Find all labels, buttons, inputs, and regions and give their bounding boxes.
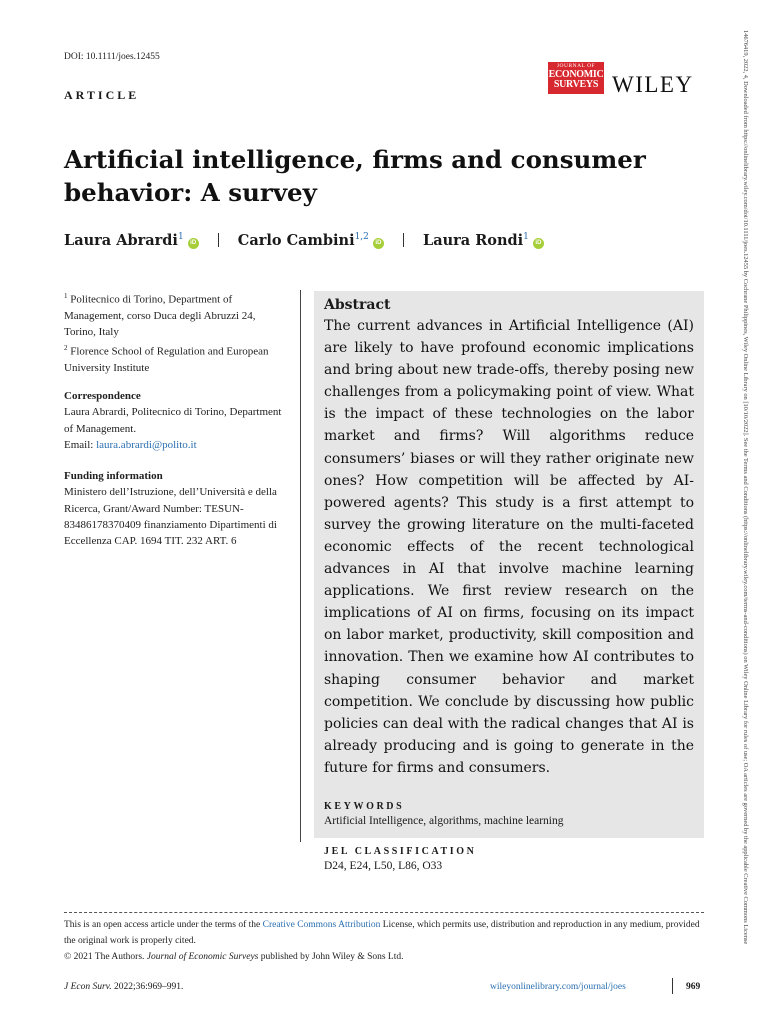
affiliation-2: [64, 340, 286, 376]
author-separator: [218, 233, 219, 247]
creative-commons-link[interactable]: Creative Commons Attribution: [262, 920, 381, 930]
journal-logo-line3: SURVEYS: [553, 78, 599, 90]
citation-journal: J Econ Surv.: [64, 982, 112, 992]
article-title: Artificial intelligence, firms and consumer behavior: A survey: [64, 145, 646, 207]
copyright-journal: Journal of Economic Surveys: [146, 952, 259, 962]
affiliation-number: 1: [64, 292, 68, 300]
email-link[interactable]: laura.abrardi@polito.it: [96, 438, 197, 451]
abstract-text: The current advances in Artificial Intelligence (AI) are likely to have profound economic implications and bring about new trade-offs, thereby posing new challenges from a policymaking point of view. What is the impact of these technologies on the labor market and firms? Will algorithms reduce consumers’ biases or will they rather originate new ones? How competition will be affected by AI-powered agents? This study is a first attempt to survey the growing literature on the multi-faceted economic effects of the recent technological advances in AI that involve machine learning applications. We first review research on the implications of AI on firms, focusing on its impact on labor market, productivity, skill composition and innovation. Then we examine how AI contributes to shaping consumer behavior and market competition. We conclude by discussing how public policies can deal with the radical changes that AI is already producing and is going to generate in the future for firms and consumers.: [324, 318, 694, 776]
author-affil: 1: [177, 232, 184, 243]
author-name[interactable]: Laura Rondi: [423, 232, 524, 249]
funding-text: Ministero dell’Istruzione, dell’Università e della Ricerca, Grant/Award Number: TESUN- 83486178370409 finanziamento Dipartimenti di Eccellenza CAP. 1694 TIT. 232 ART. 6: [64, 486, 277, 548]
orcid-icon[interactable]: iD: [533, 238, 544, 249]
abstract-box: [314, 291, 704, 872]
citation-volume: 2022;36:969–991.: [111, 982, 184, 992]
citation: [64, 982, 183, 992]
copyright-start: © 2021 The Authors.: [64, 952, 147, 962]
correspondence-text: Laura Abrardi, Politecnico di Torino, Department of Management.: [64, 406, 282, 435]
license-text-end: License, which permits use, distribution and reproduction in any medium, provided the original work is properly cited.: [64, 920, 700, 946]
publisher-logo: WILEY: [612, 72, 694, 97]
download-side-note: [738, 30, 752, 1010]
author-list: [64, 232, 544, 249]
journal-logo-line1: JOURNAL OF: [556, 63, 596, 69]
jel-heading: JEL CLASSIFICATION: [324, 845, 477, 857]
author-affil: 1,2: [354, 232, 369, 243]
doi: DOI: 10.1111/joes.12455: [64, 52, 160, 62]
affiliation-text: Florence School of Regulation and European University Institute: [64, 345, 269, 374]
journal-url-link[interactable]: wileyonlinelibrary.com/journal/joes: [490, 982, 626, 992]
correspondence-heading: Correspondence: [64, 390, 141, 402]
affiliation-number: 2: [64, 344, 68, 352]
orcid-icon[interactable]: iD: [188, 238, 199, 249]
license-footnote: [64, 917, 704, 965]
author-name[interactable]: Laura Abrardi: [64, 232, 178, 249]
page-number: 969: [686, 982, 701, 992]
abstract-heading: Abstract: [324, 297, 391, 313]
funding-information: [64, 468, 286, 549]
footer-divider: [672, 978, 673, 994]
author-name[interactable]: Carlo Cambini: [237, 232, 355, 249]
orcid-icon[interactable]: iD: [373, 238, 384, 249]
license-text-start: This is an open access article under the terms of the: [64, 920, 263, 930]
article-type-label: ARTICLE: [64, 88, 140, 102]
affiliation-1: [64, 288, 286, 341]
journal-logo-line2: ECONOMIC: [548, 68, 604, 80]
download-side-note-text: 14676419, 2022, 4, Downloaded from https://onlinelibrary.wiley.com/doi/10.1111/joes.12455 by Cochrane Philippines, Wiley Online Library on [10/10/2022]. See the Terms and Conditions (https://onlinelibrary.wiley.com/terms-and-conditions) on Wiley Online Library for rules of use; OA articles are governed by the applicable Creative Commons License: [742, 30, 749, 945]
keywords-text: Artificial Intelligence, algorithms, machine learning: [324, 814, 564, 827]
affiliation-text: Politecnico di Torino, Department of Management, corso Duca degli Abruzzi 24, Torino, Italy: [64, 293, 256, 339]
column-divider: [300, 290, 301, 842]
author-affil: 1: [523, 232, 529, 243]
footnote-rule: [64, 912, 704, 913]
jel-codes: D24, E24, L50, L86, O33: [324, 859, 443, 872]
keywords-heading: KEYWORDS: [324, 800, 405, 812]
email-label: Email:: [64, 438, 94, 451]
journal-logo: [548, 62, 604, 94]
correspondence: [64, 388, 286, 453]
copyright-end: published by John Wiley & Sons Ltd.: [258, 952, 404, 962]
funding-heading: Funding information: [64, 470, 163, 482]
author-separator: [403, 233, 404, 247]
